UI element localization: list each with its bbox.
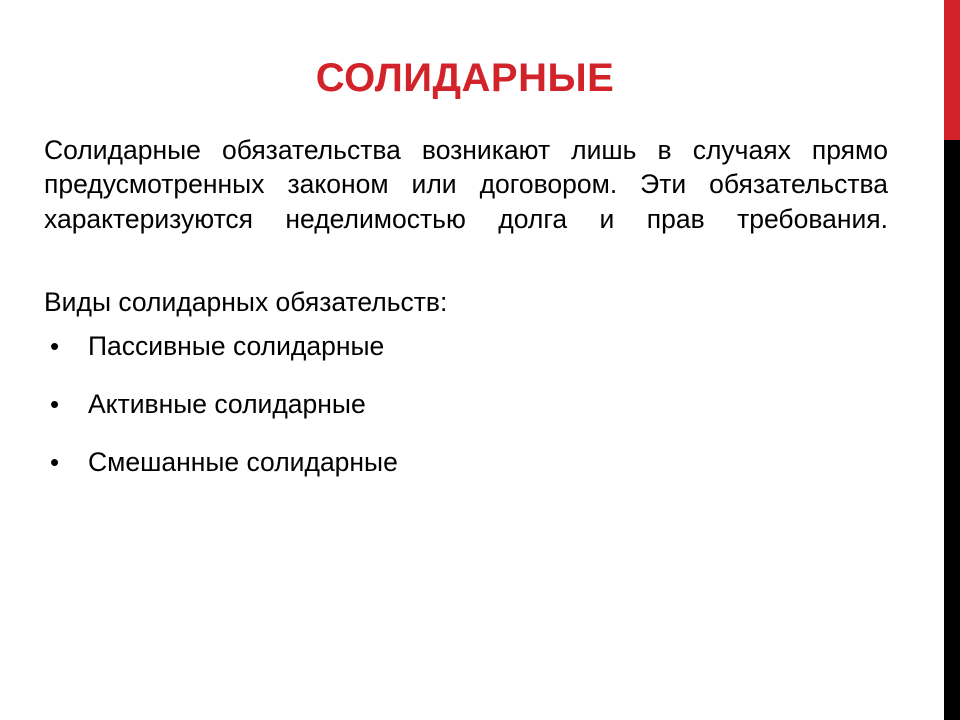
- bullet-list: [44, 331, 888, 478]
- page-title: СОЛИДАРНЫЕ: [315, 56, 615, 100]
- list-item-label: Смешанные солидарные: [88, 446, 398, 477]
- list-item-label: Пассивные солидарные: [88, 331, 385, 362]
- accent-bar-red: [944, 0, 960, 140]
- paragraph-types-heading: Виды солидарных обязательств:: [44, 286, 448, 317]
- paragraph-definition: Солидарные обязательства возникают лишь в случаях прямо предусмотренных законом или договором. Эти обязательства характеризуются неделимостью долга и прав требования.: [44, 135, 888, 234]
- bullet-icon: •: [50, 388, 60, 419]
- bullet-icon: •: [50, 331, 60, 362]
- accent-bar-black: [944, 140, 960, 720]
- bullet-icon: •: [50, 446, 60, 477]
- list-item: [44, 389, 888, 421]
- list-item: [44, 331, 888, 363]
- slide-body: [0, 133, 930, 479]
- list-item: [44, 447, 888, 479]
- list-item-label: Активные солидарные: [88, 388, 366, 419]
